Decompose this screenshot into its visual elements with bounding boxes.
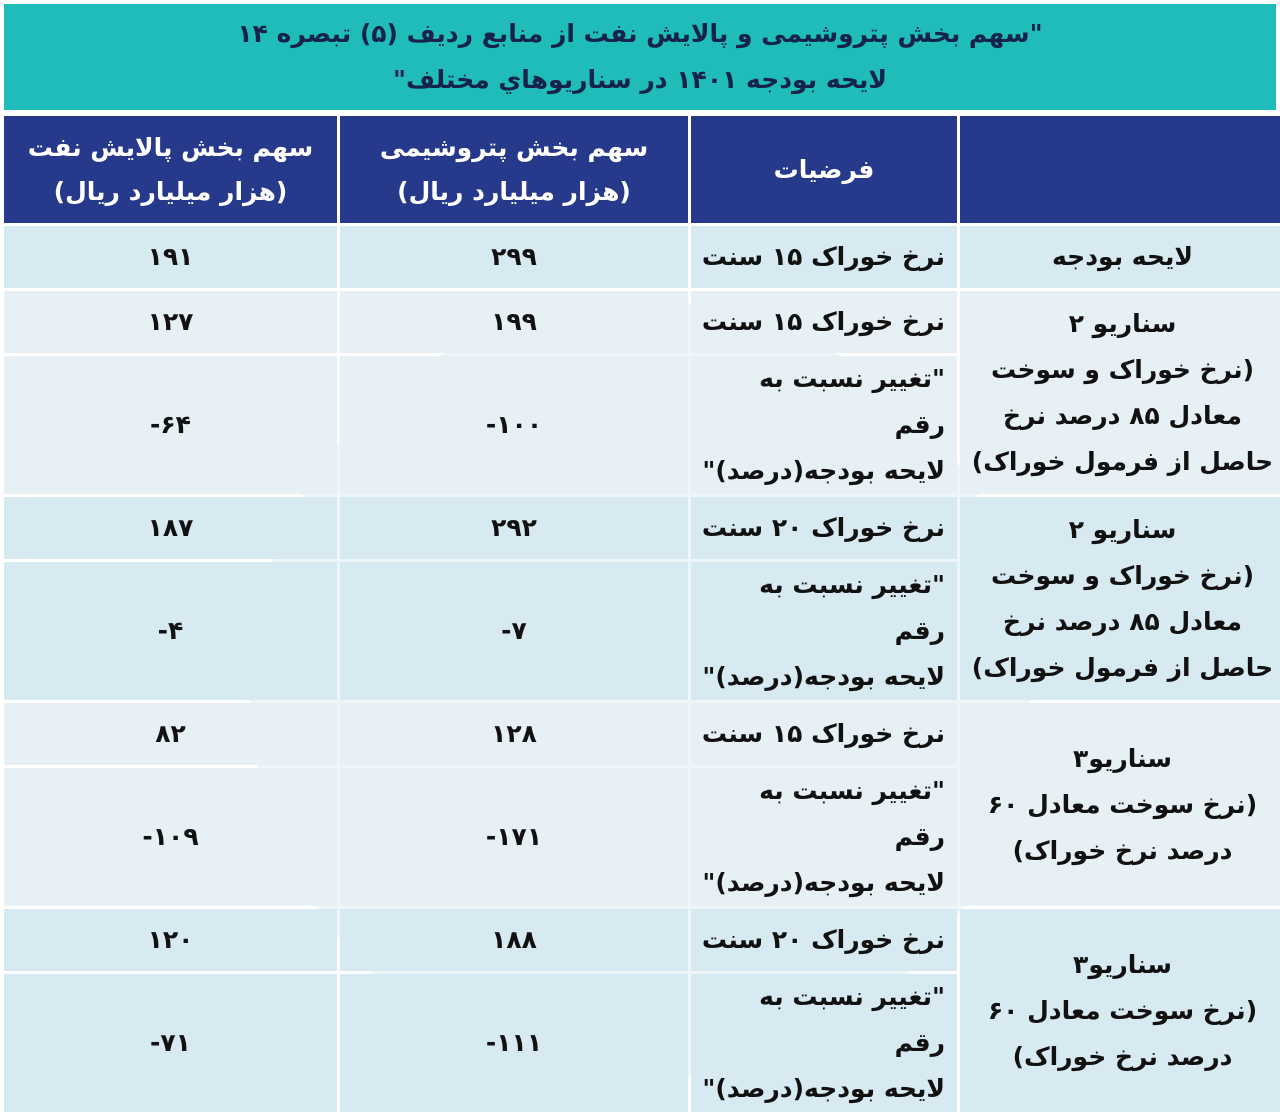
table-row <box>4 703 1280 765</box>
refinery-value: -۶۴ <box>4 356 337 494</box>
refinery-value: -۴ <box>4 562 337 700</box>
scenario-table <box>1 113 1280 1115</box>
petrochemical-value: ۱۹۹ <box>340 291 688 353</box>
scenario-cell: سناریو ۲ (نرخ خوراک و سوخت معادل ۸۵ درصد نرخ حاصل از فرمول خوراک) <box>960 291 1280 494</box>
table-title <box>4 4 1276 110</box>
header-scenario <box>960 116 1280 223</box>
assumption-cell: نرخ خوراک ۲۰ سنت <box>691 909 957 971</box>
assumption-cell: نرخ خوراک ۱۵ سنت <box>691 226 957 288</box>
refinery-value: ۱۸۷ <box>4 497 337 559</box>
header-refinery-share: سهم بخش پالایش نفت (هزار میلیارد ریال) <box>4 116 337 223</box>
header-petrochemical-share: سهم بخش پتروشیمی (هزار میلیارد ریال) <box>340 116 688 223</box>
petrochemical-value: ۱۲۸ <box>340 703 688 765</box>
scenario-cell: لایحه بودجه <box>960 226 1280 288</box>
table-row <box>4 226 1280 288</box>
refinery-value: ۱۲۰ <box>4 909 337 971</box>
title-line-2: لایحه بودجه ۱۴۰۱ در سناریوهاي مختلف" <box>392 65 888 94</box>
refinery-value: -۱۰۹ <box>4 768 337 906</box>
assumption-cell: "تغییر نسبت به رقم لایحه بودجه(درصد)" <box>691 562 957 700</box>
header-assumptions: فرضیات <box>691 116 957 223</box>
refinery-value: ۸۲ <box>4 703 337 765</box>
petrochemical-value: -۱۷۱ <box>340 768 688 906</box>
refinery-value: -۷۱ <box>4 974 337 1112</box>
petrochemical-value: ۱۸۸ <box>340 909 688 971</box>
refinery-value: ۱۲۷ <box>4 291 337 353</box>
title-line-1: "سهم بخش پتروشیمی و پالایش نفت از منابع ردیف (۵) تبصره ۱۴ <box>237 19 1043 48</box>
petrochemical-value: -۱۱۱ <box>340 974 688 1112</box>
table-row <box>4 497 1280 559</box>
refinery-value: ۱۹۱ <box>4 226 337 288</box>
scenario-cell: سناریو۳ (نرخ سوخت معادل ۶۰ درصد نرخ خوراک) <box>960 703 1280 906</box>
assumption-cell: "تغییر نسبت به رقم لایحه بودجه(درصد)" <box>691 974 957 1112</box>
assumption-cell: "تغییر نسبت به رقم لایحه بودجه(درصد)" <box>691 356 957 494</box>
petrochemical-value: ۲۹۹ <box>340 226 688 288</box>
table-row <box>4 291 1280 353</box>
assumption-cell: نرخ خوراک ۱۵ سنت <box>691 703 957 765</box>
petrochemical-value: -۱۰۰ <box>340 356 688 494</box>
petrochemical-value: ۲۹۲ <box>340 497 688 559</box>
assumption-cell: نرخ خوراک ۲۰ سنت <box>691 497 957 559</box>
table-row <box>4 909 1280 971</box>
scenario-cell: سناریو ۲ (نرخ خوراک و سوخت معادل ۸۵ درصد نرخ حاصل از فرمول خوراک) <box>960 497 1280 700</box>
assumption-cell: نرخ خوراک ۱۵ سنت <box>691 291 957 353</box>
scenario-cell: سناریو۳ (نرخ سوخت معادل ۶۰ درصد نرخ خوراک) <box>960 909 1280 1112</box>
assumption-cell: "تغییر نسبت به رقم لایحه بودجه(درصد)" <box>691 768 957 906</box>
petrochemical-value: -۷ <box>340 562 688 700</box>
